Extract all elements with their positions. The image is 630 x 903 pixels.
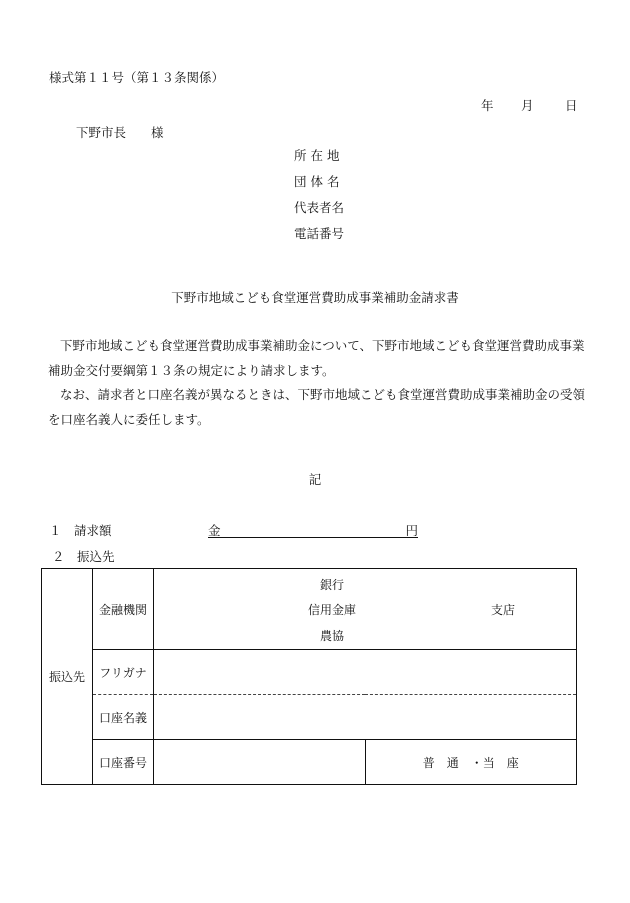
month-unit: 月 [521,98,534,113]
financial-institution-field[interactable] [154,569,577,650]
account-number-label: 口座番号 [93,740,154,785]
furigana-field[interactable] [154,650,577,695]
form-number: 様式第１１号（第１３条関係） [49,70,225,85]
body-text [48,334,588,432]
account-holder-label: 口座名義 [93,695,154,740]
transfer-heading: ２ 振込先 [52,549,115,564]
financial-institution-label: 金融機関 [93,569,154,650]
address-label: 所 在 地 [294,148,340,163]
organization-label: 団 体 名 [294,174,340,189]
day-unit: 日 [565,98,578,113]
amount-prefix: 金 [208,523,221,538]
addressee: 下野市長 様 [76,125,164,140]
bank-option: 銀行 [320,578,345,592]
year-unit: 年 [481,98,494,113]
amount-field[interactable] [208,521,418,538]
body-paragraph-1: 下野市地域こども食堂運営費助成事業補助金について、下野市地域こども食堂運営費助成事業補助金交付要綱第１３条の規定により請求します。 [48,338,585,378]
date-line [481,96,578,114]
account-holder-field[interactable] [154,695,577,740]
transfer-table [41,568,577,785]
credit-union-option: 信用金庫 [308,603,357,617]
phone-label: 電話番号 [294,226,345,241]
agri-coop-option: 農協 [320,629,345,643]
representative-label: 代表者名 [294,200,345,215]
amount-suffix: 円 [405,523,418,538]
applicant-block [294,148,344,252]
body-paragraph-2: なお、請求者と口座名義が異なるときは、下野市地域こども食堂運営費助成事業補助金の受領を口座名義人に委任します。 [48,387,586,427]
document-title: 下野市地域こども食堂運営費助成事業補助金請求書 [171,290,459,305]
account-type[interactable]: 普 通 ・当 座 [365,740,577,785]
note-heading: 記 [308,472,322,487]
account-number-field[interactable] [154,740,366,785]
amount-label: １ 請求額 [49,523,112,538]
furigana-label: フリガナ [93,650,154,695]
branch-label: 支店 [491,603,516,617]
row-header: 振込先 [42,569,93,785]
